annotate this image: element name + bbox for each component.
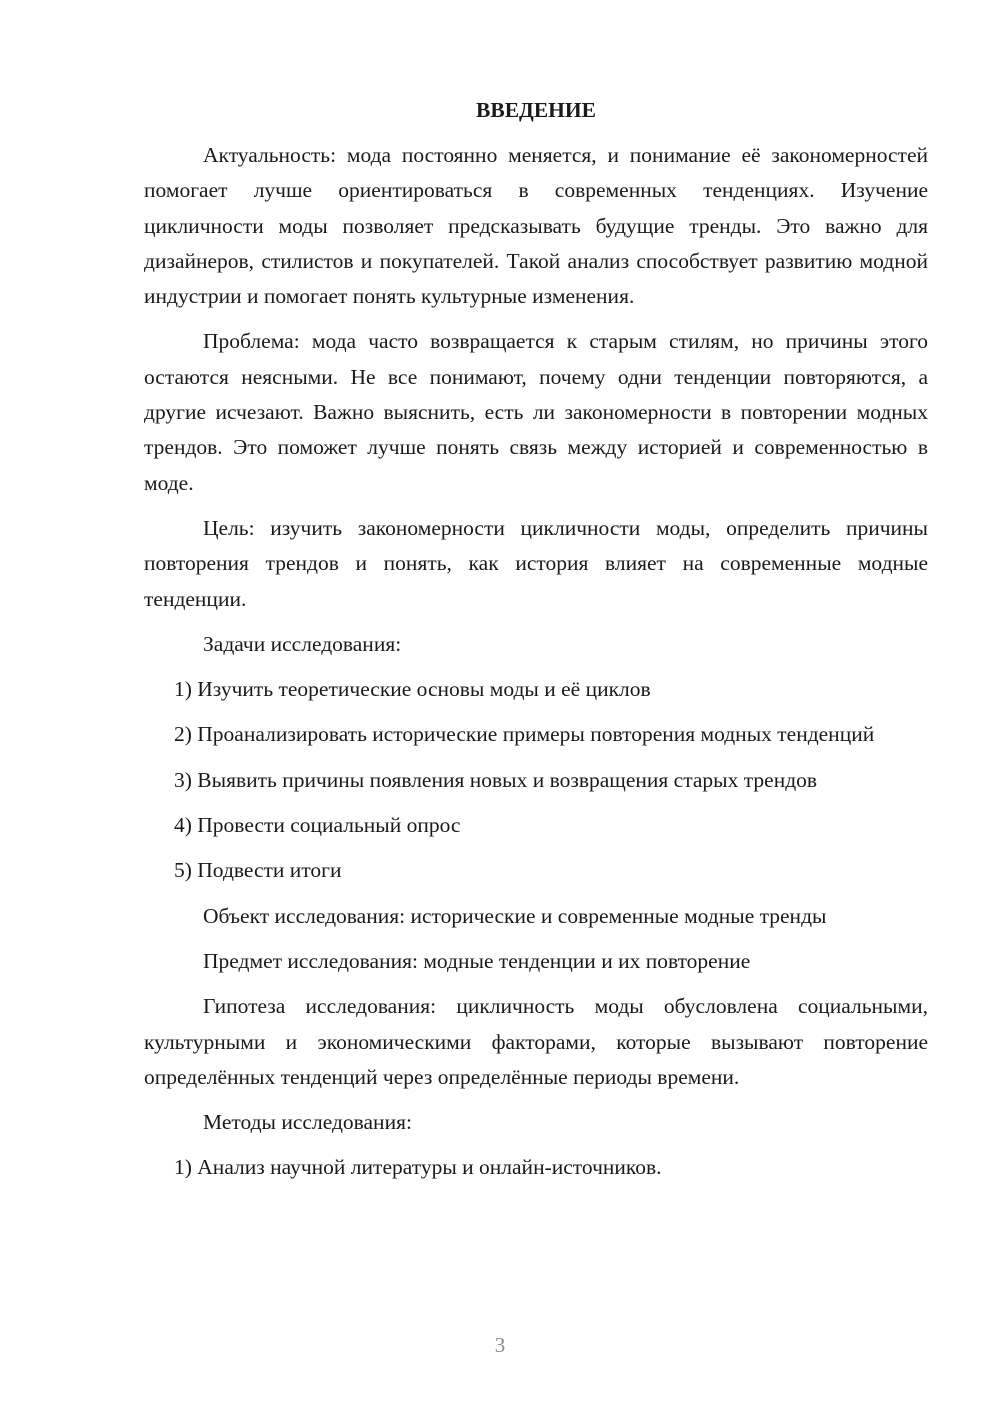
section-title: ВВЕДЕНИЕ — [476, 98, 596, 122]
task-item-3: 3) Выявить причины появления новых и возвращения старых трендов — [174, 767, 818, 792]
task-item-5: 5) Подвести итоги — [174, 858, 342, 883]
methods-heading: Методы исследования: — [203, 1110, 412, 1135]
document-page — [144, 92, 928, 1196]
research-object: Объект исследования: исторические и современные модные тренды — [203, 903, 827, 928]
hypothesis-paragraph: Гипотеза исследования: цикличность моды обусловлена социальными, культурными и экономическими факторами, которые вызывают повторение определённых тенденций через определённые периоды времени. — [144, 994, 928, 1089]
problem-paragraph: Проблема: мода часто возвращается к старым стилям, но причины этого остаются неясными. Не все понимают, почему одни тенденции повторяются, а другие исчезают. Важно выяснить, есть ли закономерности в повторении модных трендов. Это поможет лучше понять связь между историей и современностью в моде. — [144, 329, 928, 495]
research-subject: Предмет исследования: модные тенденции и их повторение — [203, 948, 751, 973]
method-item-1: 1) Анализ научной литературы и онлайн-источников. — [174, 1155, 662, 1180]
task-item-4: 4) Провести социальный опрос — [174, 813, 461, 838]
goal-paragraph: Цель: изучить закономерности цикличности моды, определить причины повторения трендов и понять, как история влияет на современные модные тенденции. — [144, 515, 928, 611]
tasks-heading: Задачи исследования: — [203, 631, 402, 656]
page-number: 3 — [494, 1333, 506, 1357]
relevance-paragraph: Актуальность: мода постоянно меняется, и понимание её закономерностей помогает лучше ориентироваться в современных тенденциях. Изучение цикличности моды позволяет предсказывать будущие тренды. Это важно для дизайнеров, стилистов и покупателей. Такой анализ способствует развитию модной индустрии и помогает понять культурные изменения. — [144, 143, 928, 309]
task-item-2: 2) Проанализировать исторические примеры повторения модных тенденций — [174, 722, 875, 747]
task-item-1: 1) Изучить теоретические основы моды и её циклов — [174, 677, 651, 702]
